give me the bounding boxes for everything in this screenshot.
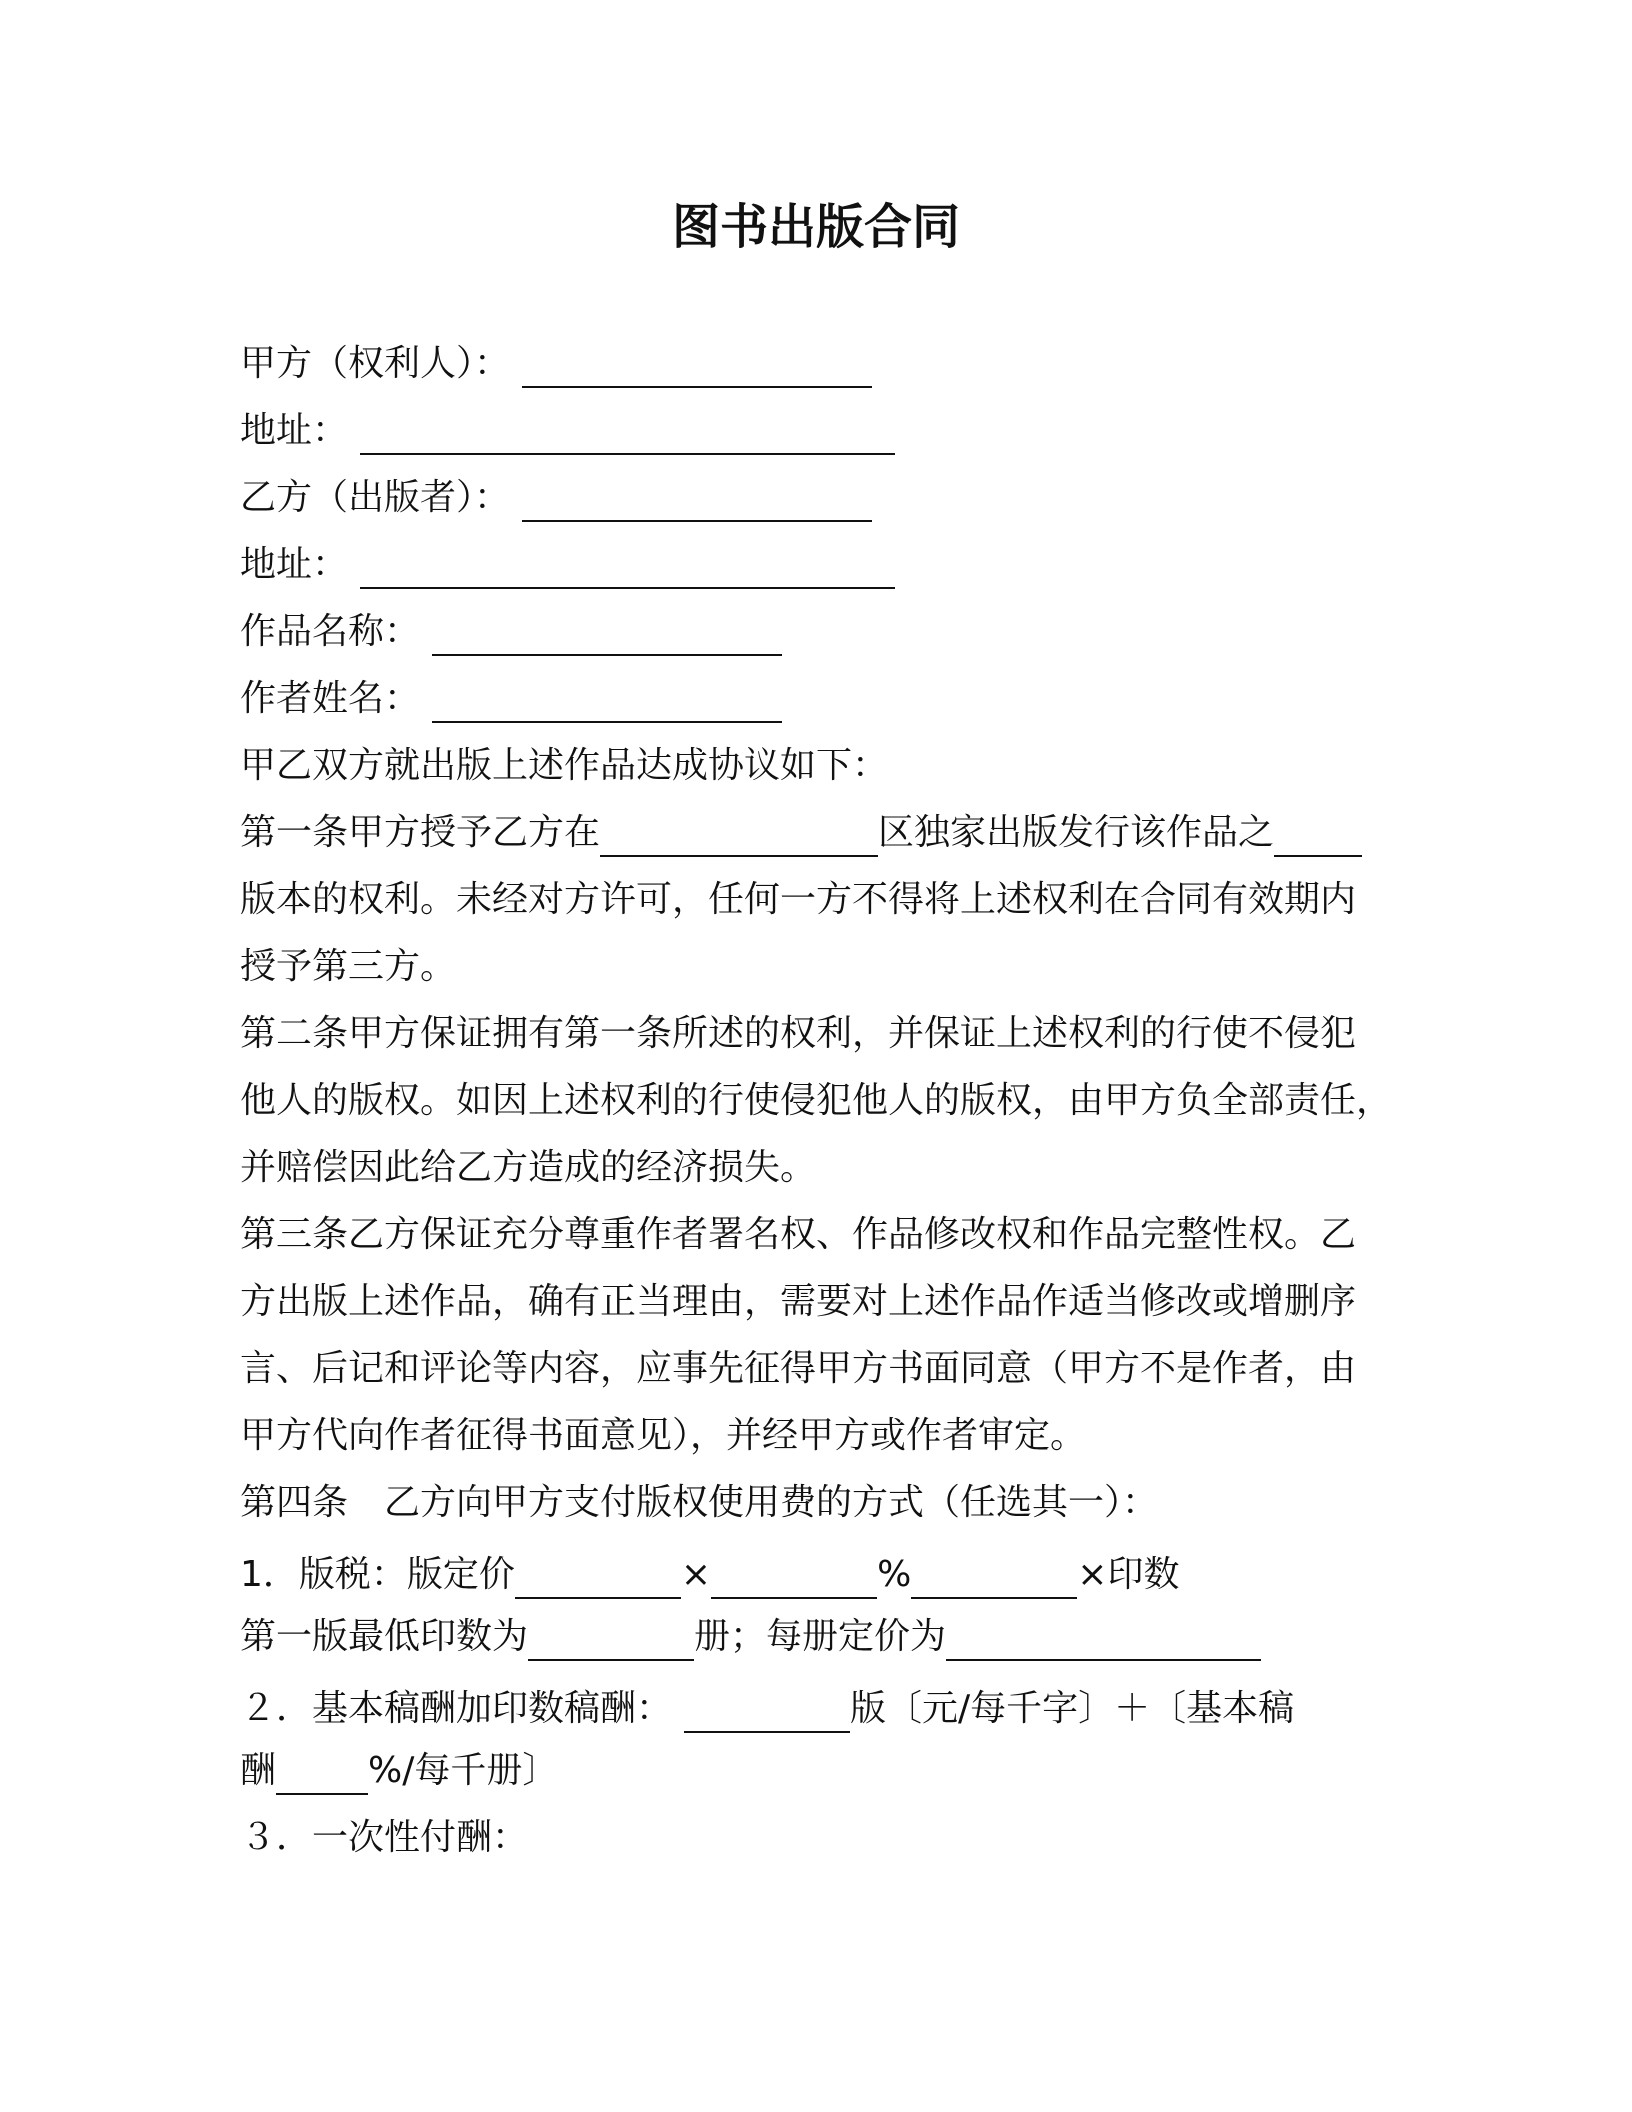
article-3-line-1: 第三条乙方保证充分尊重作者署名权、作品修改权和作品完整性权。乙 bbox=[240, 1214, 1357, 1255]
article-4-heading: 第四条 乙方向甲方支付版权使用费的方式（任选其一）： bbox=[240, 1482, 1159, 1523]
party-a-blank[interactable] bbox=[522, 346, 872, 388]
royalty-prefix: 1．版税：版定价 bbox=[240, 1554, 515, 1595]
unit-price-label: 册；每册定价为 bbox=[694, 1616, 947, 1657]
basic-fee-line-1 bbox=[240, 1685, 1294, 1733]
min-print-blank[interactable] bbox=[528, 1619, 694, 1661]
author-name-label: 作者姓名： bbox=[240, 678, 421, 719]
royalty-line-1 bbox=[240, 1551, 1179, 1599]
basic-fee-line2-prefix: 酬 bbox=[240, 1750, 277, 1791]
intro-paragraph: 甲乙双方就出版上述作品达成协议如下： bbox=[240, 745, 889, 786]
article-1-text-a: 第一条甲方授予乙方在 bbox=[240, 812, 601, 853]
article-1-line-3: 授予第三方。 bbox=[240, 946, 457, 987]
print-count-suffix: ×印数 bbox=[1077, 1554, 1180, 1595]
address-a-line bbox=[240, 407, 895, 455]
party-b-line bbox=[240, 474, 872, 522]
unit-price-blank[interactable] bbox=[946, 1619, 1261, 1661]
edition-blank[interactable] bbox=[1274, 815, 1362, 857]
work-title-line bbox=[240, 608, 782, 656]
address-a-label: 地址： bbox=[240, 410, 349, 451]
author-name-blank[interactable] bbox=[432, 681, 782, 723]
basic-fee-percent-blank[interactable] bbox=[276, 1753, 368, 1795]
work-title-blank[interactable] bbox=[432, 614, 782, 656]
article-2-line-1: 第二条甲方保证拥有第一条所述的权利，并保证上述权利的行使不侵犯 bbox=[240, 1013, 1357, 1054]
document-title: 图书出版合同 bbox=[671, 199, 960, 255]
party-b-label: 乙方（出版者）： bbox=[240, 477, 511, 518]
basic-fee-prefix: ２．基本稿酬加印数稿酬： bbox=[240, 1688, 673, 1729]
royalty-third-blank[interactable] bbox=[911, 1557, 1077, 1599]
work-title-label: 作品名称： bbox=[240, 611, 421, 652]
basic-fee-mid: 版〔元/每千字〕＋〔基本稿 bbox=[850, 1688, 1295, 1729]
party-b-blank[interactable] bbox=[522, 480, 872, 522]
article-1-line-1 bbox=[240, 809, 1362, 857]
basic-fee-line2-suffix: %/每千册〕 bbox=[368, 1750, 559, 1791]
article-1-line-2: 版本的权利。未经对方许可，任何一方不得将上述权利在合同有效期内 bbox=[240, 879, 1357, 920]
one-time-payment-line: ３．一次性付酬： bbox=[240, 1817, 529, 1858]
article-3-line-2: 方出版上述作品，确有正当理由，需要对上述作品作适当修改或增删序 bbox=[240, 1281, 1357, 1322]
times-sign: × bbox=[680, 1554, 712, 1595]
article-1-text-b: 区独家出版发行该作品之 bbox=[878, 812, 1275, 853]
article-2-line-2: 他人的版权。如因上述权利的行使侵犯他人的版权，由甲方负全部责任， bbox=[240, 1080, 1393, 1121]
author-name-line bbox=[240, 675, 782, 723]
price-blank[interactable] bbox=[515, 1557, 681, 1599]
address-b-label: 地址： bbox=[240, 544, 349, 585]
royalty-line-2 bbox=[240, 1613, 1261, 1661]
address-a-blank[interactable] bbox=[360, 413, 895, 455]
article-2-line-3: 并赔偿因此给乙方造成的经济损失。 bbox=[240, 1147, 817, 1188]
rate-blank[interactable] bbox=[711, 1557, 877, 1599]
article-3-line-4: 甲方代向作者征得书面意见），并经甲方或作者审定。 bbox=[240, 1415, 1087, 1456]
article-3-line-3: 言、后记和评论等内容，应事先征得甲方书面同意（甲方不是作者，由 bbox=[240, 1348, 1357, 1389]
basic-fee-line-2 bbox=[240, 1747, 558, 1795]
party-a-line bbox=[240, 340, 872, 388]
party-a-label: 甲方（权利人）： bbox=[240, 343, 511, 384]
address-b-blank[interactable] bbox=[360, 547, 895, 589]
address-b-line bbox=[240, 541, 895, 589]
min-print-label: 第一版最低印数为 bbox=[240, 1616, 529, 1657]
basic-fee-blank[interactable] bbox=[684, 1691, 850, 1733]
percent-sign: % bbox=[877, 1554, 912, 1595]
region-blank[interactable] bbox=[600, 815, 878, 857]
